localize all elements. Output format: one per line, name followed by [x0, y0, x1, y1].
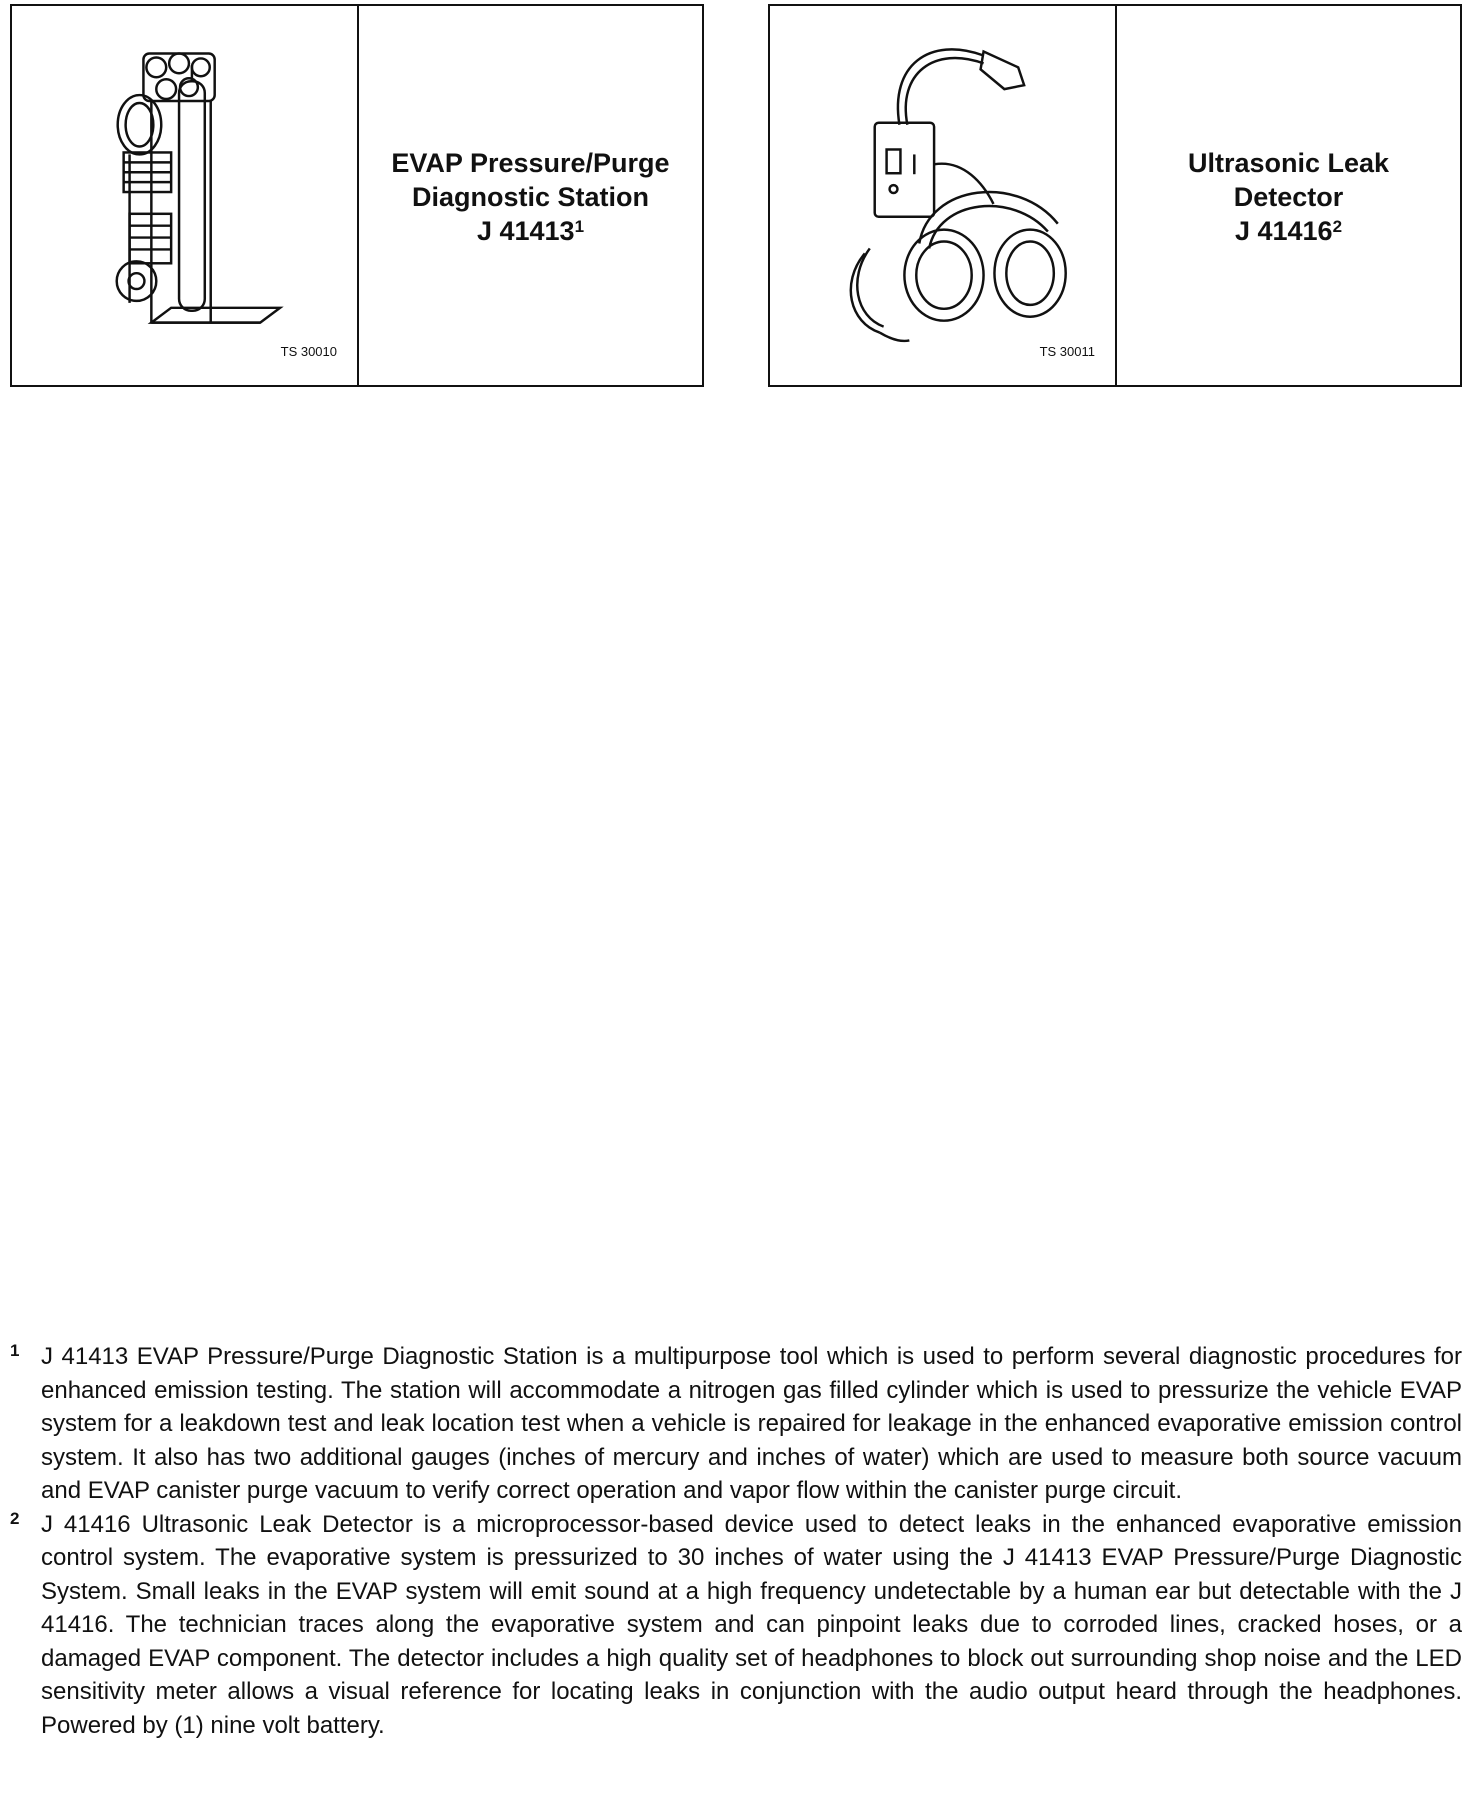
tool-card-j41413 [10, 4, 704, 387]
headphones-leak-detector-icon [770, 6, 1115, 385]
footnote-2 [10, 1508, 1462, 1743]
figure-code: TS 30010 [280, 344, 337, 359]
tool-caption [1117, 6, 1460, 385]
footnote-text: J 41416 Ultrasonic Leak Detector is a microprocessor-based device used to detect leaks in the enhanced evaporative emission control system. The evaporative system is pressurized to 30 inches of water using the J 41413 EVAP Pressure/Purge Diagnostic System. Small leaks in the EVAP system will emit sound at a high frequency undetectable by a human ear but detectable with the J 41416. The technician traces along the evaporative system and can pinpoint leaks due to corroded lines, cracked hoses, or a damaged EVAP component. The detector includes a high quality set of headphones to block out surrounding shop noise and the LED sensitivity meter allows a visual reference for locating leaks in conjunction with the audio output heard through the headphones. Powered by (1) nine volt battery. [41, 1510, 1462, 1739]
tool-part-number: J 41416$^2$ [1234, 216, 1343, 246]
footnote-text: J 41413 EVAP Pressure/Purge Diagnostic Station is a multipurpose tool which is used to perform several diagnostic procedures for enhanced emission testing. The station will accommodate a nitrogen gas filled cylinder which is used to pressurize the vehicle EVAP system for a leakdown test and leak location test when a vehicle is repaired for leakage in the enhanced evaporative emission control system. It also has two additional gauges (inches of mercury and inches of water) which are used to measure both source vacuum and EVAP canister purge vacuum to verify correct operation and vapor flow within the canister purge circuit. [41, 1343, 1462, 1504]
tool-part-number: J 41413$^1$ [476, 216, 585, 246]
tool-illustration [770, 6, 1117, 385]
footnote-1 [10, 1340, 1462, 1508]
tool-name-line: Detector [1233, 182, 1344, 212]
footnote-mark: 1 [10, 1341, 20, 1360]
nitrogen-cylinder-cart-icon [12, 6, 357, 385]
tool-name-line: Diagnostic Station [411, 182, 649, 212]
tool-name-line: Ultrasonic Leak [1187, 148, 1390, 178]
footnote-mark: 2 [10, 1508, 20, 1528]
footnote-ref: 1 [574, 217, 585, 236]
tool-name-line: EVAP Pressure/Purge [391, 148, 670, 178]
footnote-ref: 2 [1332, 217, 1343, 236]
tool-illustration [12, 6, 359, 385]
tool-card-j41416 [768, 4, 1462, 387]
footnotes [10, 1340, 1462, 1742]
tool-caption [359, 6, 702, 385]
figure-code: TS 30011 [1039, 344, 1095, 359]
